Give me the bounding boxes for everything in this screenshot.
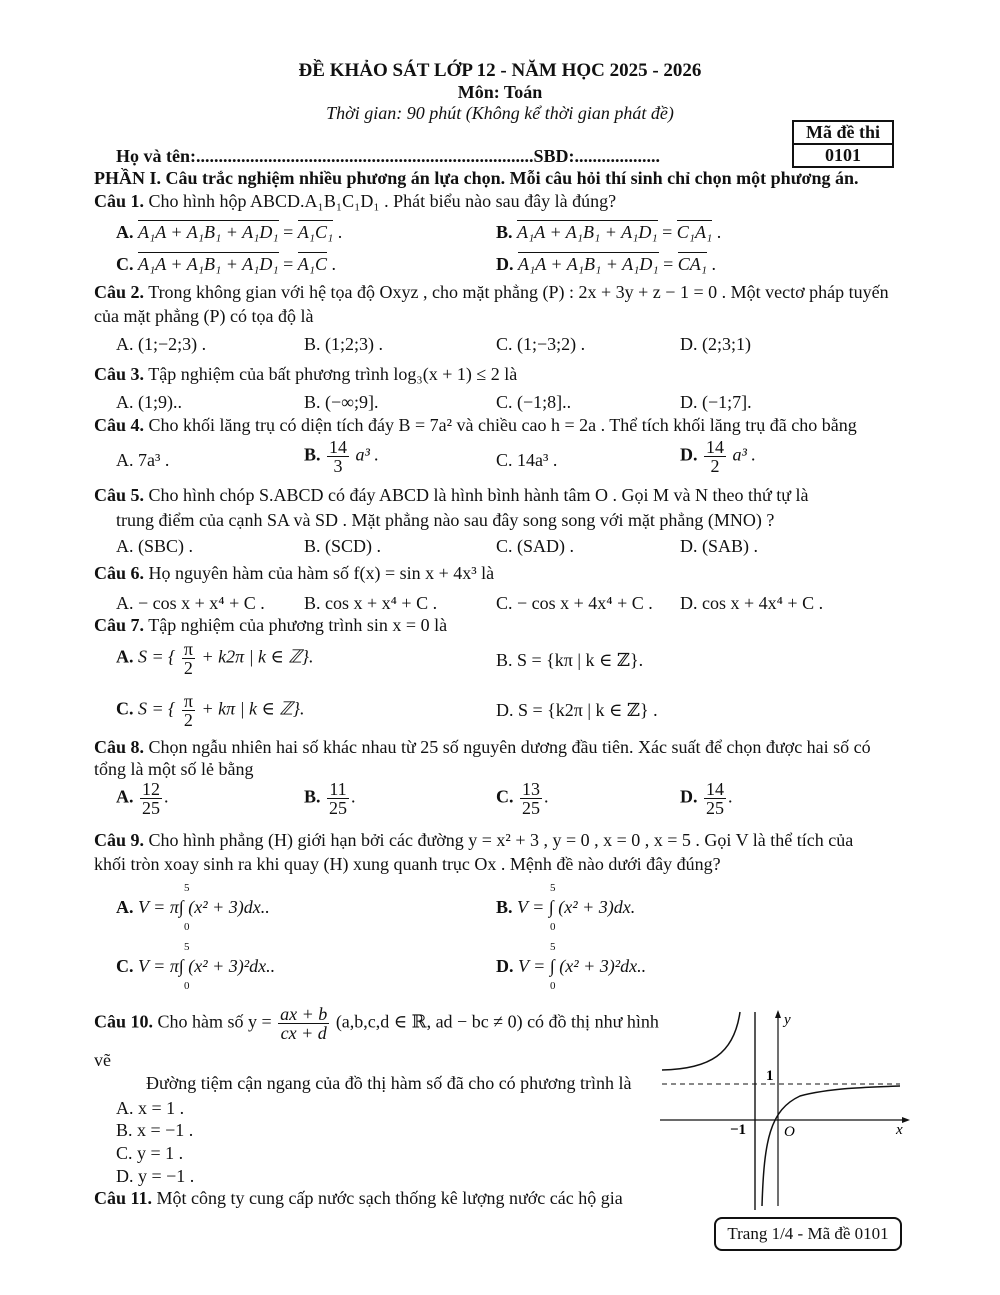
opt-label: B.	[496, 222, 513, 242]
q4-label: Câu 4.	[94, 415, 145, 435]
q9-text-2: khối tròn xoay sinh ra khi quay (H) xung quanh trục Ox . Mệnh đề nào dưới đây đúng?	[94, 854, 721, 874]
page-footer: Trang 1/4 - Mã đề 0101	[714, 1217, 902, 1251]
opt-label: D.	[496, 956, 514, 976]
q10-text-3: Đường tiệm cận ngang của đồ thị hàm số đã cho có phương trình là	[146, 1073, 632, 1093]
q2-option-a[interactable]: A. (1;−2;3) .	[116, 334, 207, 354]
q8-option-a[interactable]: A. $\frac{12}{25}$ .	[116, 779, 169, 818]
q6-option-b[interactable]: B. cos x + x⁴ + C .	[304, 593, 438, 613]
numerator: 14	[329, 437, 348, 457]
q3-option-d[interactable]: D. (−1;7].	[680, 392, 752, 412]
q9-option-b[interactable]	[496, 897, 635, 918]
tick-one: 1	[766, 1068, 774, 1084]
q7-option-d[interactable]: D. S = {k2π | k ∈ ℤ} .	[496, 700, 658, 720]
question-6	[94, 563, 494, 584]
q4-option-b[interactable]	[304, 438, 379, 475]
q7-label: Câu 7.	[94, 615, 145, 635]
q7-option-b[interactable]: B. S = {kπ | k ∈ ℤ}.	[496, 650, 644, 670]
denominator: 2	[183, 710, 193, 730]
q10-label: Câu 10.	[94, 1011, 154, 1032]
denominator: 25	[522, 798, 540, 818]
q10-option-b[interactable]: B. x = −1 .	[116, 1120, 194, 1140]
q8-option-b[interactable]: B. $\frac{11}{25}$ .	[304, 779, 356, 818]
question-8	[94, 737, 871, 758]
name-line: Họ và tên:...........................................................................SBD:...................	[116, 146, 660, 166]
numerator: π	[183, 639, 193, 659]
exam-code-label: Mã đề thi	[806, 122, 880, 142]
integral-expr: V = π∫ (x² + 3)dx..	[138, 897, 270, 917]
q11-label: Câu 11.	[94, 1188, 153, 1208]
upper-limit: 5	[184, 882, 190, 894]
part-heading: PHẦN I. Câu trắc nghiệm nhiều phương án lựa chọn. Mỗi câu hỏi thí sinh chỉ chọn một phương án.	[94, 168, 859, 188]
numerator: 14	[706, 779, 724, 799]
q4-option-d[interactable]	[680, 438, 756, 475]
opt-label: B.	[304, 444, 321, 465]
integral-expr: V = ∫ (x² + 3)²dx..	[518, 956, 647, 976]
q1-option-b[interactable]: B. A₁A + A₁B₁ + A₁D₁ = C₁A₁ .	[496, 222, 722, 242]
set-rest: + kπ | k ∈ ℤ}.	[201, 698, 305, 719]
lower-limit: 0	[550, 980, 556, 992]
integral-expr: V = ∫ (x² + 3)dx.	[517, 897, 636, 917]
q6-option-d[interactable]: D. cos x + 4x⁴ + C .	[680, 593, 824, 613]
q3-option-a[interactable]: A. (1;9)..	[116, 392, 182, 412]
q2-option-b[interactable]: B. (1;2;3) .	[304, 334, 383, 354]
y-axis-arrow	[775, 1010, 781, 1018]
upper-limit: 5	[550, 882, 556, 894]
q1-text: Cho hình hộp ABCD.A₁B₁C₁D₁ . Phát biểu nào sau đây là đúng?	[148, 191, 617, 211]
curve-right-branch	[762, 1086, 900, 1206]
set-rest: + k2π | k ∈ ℤ}.	[201, 646, 314, 667]
upper-limit: 5	[550, 941, 556, 953]
opt-label: C.	[116, 698, 134, 719]
q2-text-2: của mặt phẳng (P) có tọa độ là	[94, 306, 314, 326]
origin-label: O	[784, 1124, 795, 1140]
set-open: S = {	[138, 698, 176, 719]
lower-limit: 0	[184, 921, 190, 933]
q10-option-a[interactable]: A. x = 1 .	[116, 1098, 185, 1118]
q1-option-d[interactable]: D. A₁A + A₁B₁ + A₁D₁ = CA₁ .	[496, 254, 717, 274]
vec-result: A₁C	[297, 254, 328, 274]
q10-option-d[interactable]: D. y = −1 .	[116, 1166, 195, 1186]
q10-text-b: (a,b,c,d ∈ ℝ, ad − bc ≠ 0) có đồ thị như hình	[335, 1011, 659, 1032]
question-1	[94, 191, 616, 212]
question-7	[94, 615, 447, 636]
q2-text: Trong không gian với hệ tọa độ Oxyz , cho mặt phẳng (P) : 2x + 3y + z − 1 = 0 . Một vectơ pháp tuyến	[148, 282, 889, 302]
q5-option-a[interactable]: A. (SBC) .	[116, 536, 194, 556]
q5-option-d[interactable]: D. (SAB) .	[680, 536, 759, 556]
q5-option-c[interactable]: C. (SAD) .	[496, 536, 575, 556]
opt-label: D.	[680, 444, 698, 465]
question-5	[94, 485, 809, 506]
q4-option-c[interactable]: C. 14a³ .	[496, 450, 558, 470]
q6-option-a[interactable]: A. − cos x + x⁴ + C .	[116, 593, 265, 613]
opt-label: A.	[116, 897, 134, 917]
q1-option-c[interactable]: C. A₁A + A₁B₁ + A₁D₁ = A₁C .	[116, 254, 337, 274]
q9-option-c[interactable]	[116, 956, 275, 977]
question-11	[94, 1188, 623, 1209]
q9-option-a[interactable]	[116, 897, 270, 918]
question-3	[94, 364, 517, 385]
q6-option-c[interactable]: C. − cos x + 4x⁴ + C .	[496, 593, 653, 613]
q8-option-d[interactable]: D. $\frac{14}{25}$ .	[680, 779, 733, 818]
denominator: 2	[183, 658, 193, 678]
q10-text-a: Cho hàm số y =	[157, 1011, 272, 1032]
vec-result: C₁A₁	[676, 222, 713, 242]
numerator: 14	[706, 437, 724, 457]
exam-title: ĐỀ KHẢO SÁT LỚP 12 - NĂM HỌC 2025 - 2026	[298, 60, 702, 81]
denominator: 25	[329, 798, 348, 818]
x-axis-label: x	[896, 1122, 903, 1138]
opt-label: A.	[116, 222, 134, 242]
denominator: 2	[710, 456, 720, 476]
q7-option-a[interactable]	[116, 640, 313, 677]
q3-option-b[interactable]: B. (−∞;9].	[304, 392, 379, 412]
q8-text-2: tổng là một số lẻ bằng	[94, 759, 254, 779]
q9-text: Cho hình phẳng (H) giới hạn bởi các đường y = x² + 3 , y = 0 , x = 0 , x = 5 . Gọi V là thể tích của	[148, 830, 854, 850]
q8-option-c[interactable]: C. $\frac{13}{25}$ .	[496, 779, 549, 818]
q7-option-c[interactable]	[116, 692, 304, 729]
lower-limit: 0	[550, 921, 556, 933]
q5-text-2: trung điểm của cạnh SA và SD . Mặt phẳng nào sau đây song song với mặt phẳng (MNO) ?	[116, 510, 775, 530]
opt-label: B.	[304, 786, 321, 807]
opt-label: A.	[116, 786, 134, 807]
opt-label: C.	[116, 254, 134, 274]
denominator: cx + d	[280, 1023, 327, 1043]
q3-option-c[interactable]: C. (−1;8]..	[496, 392, 572, 412]
opt-label: A.	[116, 646, 134, 667]
q9-label: Câu 9.	[94, 830, 145, 850]
vec-sum: A₁A + A₁B₁ + A₁D₁	[138, 222, 279, 242]
question-9	[94, 830, 853, 851]
upper-limit: 5	[184, 941, 190, 953]
q3-text: Tập nghiệm của bất phương trình log₃(x + 1) ≤ 2 là	[148, 364, 518, 384]
question-10	[94, 1005, 659, 1042]
numerator: 11	[327, 780, 349, 799]
term: a³ .	[355, 444, 379, 465]
lower-limit: 0	[184, 980, 190, 992]
opt-label: C.	[496, 786, 514, 807]
vec-result: A₁C₁	[297, 222, 334, 242]
q1-label: Câu 1.	[94, 191, 145, 211]
numerator: π	[183, 691, 193, 711]
q9-option-d[interactable]	[496, 956, 646, 977]
vec-result: CA₁	[677, 254, 708, 274]
q8-label: Câu 8.	[94, 737, 145, 757]
q5-label: Câu 5.	[94, 485, 145, 505]
q4-text: Cho khối lăng trụ có diện tích đáy B = 7a² và chiều cao h = 2a . Thể tích khối lăng trụ đã cho bằng	[148, 415, 857, 435]
q1-option-a[interactable]: A. A₁A + A₁B₁ + A₁D₁ = A₁C₁ .	[116, 222, 343, 242]
numerator: ax + b	[280, 1004, 328, 1024]
q6-text: Họ nguyên hàm của hàm số f(x) = sin x + 4x³ là	[148, 563, 495, 583]
q8-text: Chọn ngẫu nhiên hai số khác nhau từ 25 số nguyên dương đầu tiên. Xác suất để chọn được hai số có	[148, 737, 871, 757]
numerator: 12	[142, 779, 160, 799]
q11-text: Một công ty cung cấp nước sạch thống kê lượng nước các hộ gia	[156, 1188, 623, 1208]
x-axis-arrow	[902, 1117, 910, 1123]
curve-left-branch	[662, 1012, 740, 1070]
opt-label: B.	[496, 897, 513, 917]
denominator: 3	[333, 456, 343, 476]
opt-label: D.	[680, 786, 698, 807]
vec-sum: A₁A + A₁B₁ + A₁D₁	[138, 254, 279, 274]
q2-option-c[interactable]: C. (1;−3;2) .	[496, 334, 586, 354]
q4-option-a[interactable]: A. 7a³ .	[116, 450, 170, 470]
term: a³ .	[732, 444, 756, 465]
opt-label: D.	[496, 254, 514, 274]
tick-minus-one: −1	[730, 1122, 747, 1138]
set-open: S = {	[138, 646, 176, 667]
q5-text: Cho hình chóp S.ABCD có đáy ABCD là hình bình hành tâm O . Gọi M và N theo thứ tự là	[148, 485, 809, 505]
question-2	[94, 282, 889, 303]
vec-sum: A₁A + A₁B₁ + A₁D₁	[517, 222, 658, 242]
denominator: 25	[142, 798, 160, 818]
numerator: 13	[522, 779, 540, 799]
opt-label: C.	[116, 956, 134, 976]
q3-label: Câu 3.	[94, 364, 145, 384]
q10-text-2: vẽ	[94, 1050, 111, 1070]
q2-option-d[interactable]: D. (2;3;1)	[680, 334, 751, 354]
vec-sum: A₁A + A₁B₁ + A₁D₁	[518, 254, 659, 274]
question-4	[94, 415, 857, 436]
q6-label: Câu 6.	[94, 563, 145, 583]
time-note: Thời gian: 90 phút (Không kể thời gian phát đề)	[326, 103, 674, 123]
q5-option-b[interactable]: B. (SCD) .	[304, 536, 382, 556]
exam-code: 0101	[794, 143, 892, 166]
y-axis-label: y	[784, 1012, 791, 1028]
function-graph	[660, 1010, 910, 1210]
subject: Môn: Toán	[457, 82, 543, 102]
q10-option-c[interactable]: C. y = 1 .	[116, 1143, 184, 1163]
integral-expr: V = π∫ (x² + 3)²dx..	[138, 956, 276, 976]
q7-text: Tập nghiệm của phương trình sin x = 0 là	[148, 615, 448, 635]
denominator: 25	[706, 798, 724, 818]
exam-code-box	[792, 120, 894, 168]
q2-label: Câu 2.	[94, 282, 145, 302]
